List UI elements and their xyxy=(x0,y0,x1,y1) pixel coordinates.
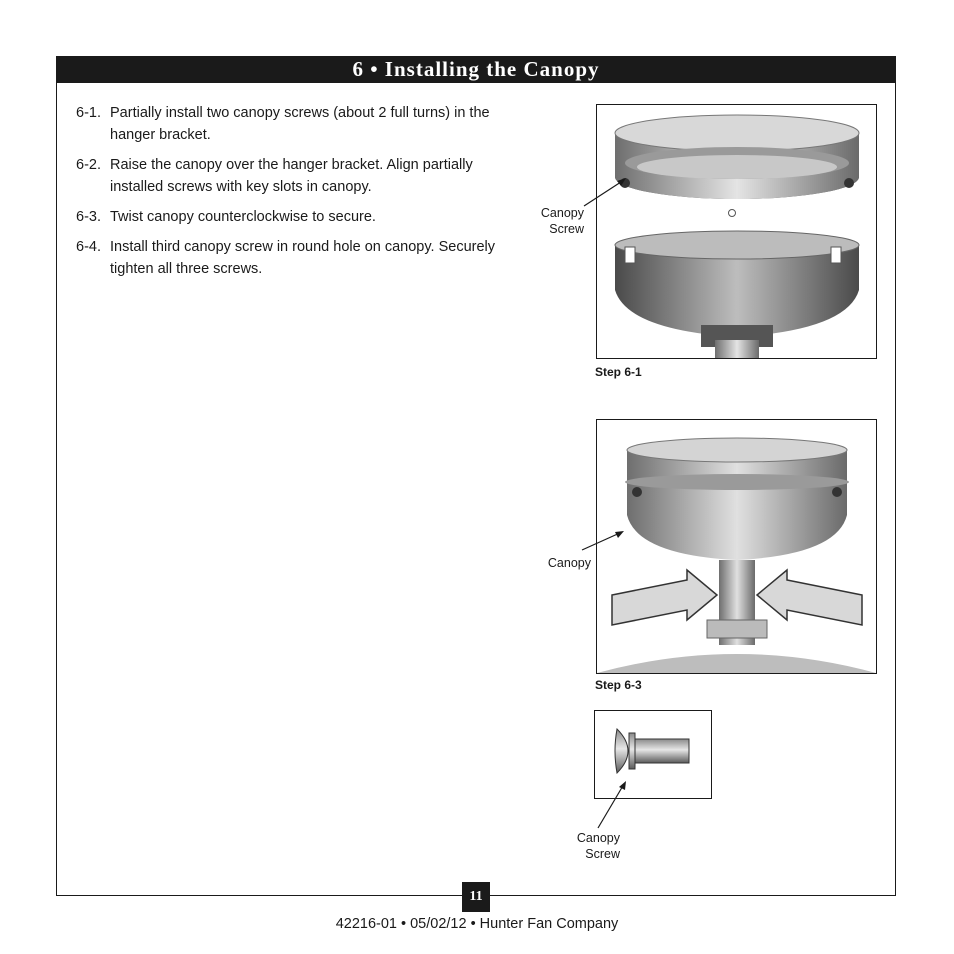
step-text: Partially install two canopy screws (about 2 full turns) in the hanger bracket. xyxy=(110,105,490,143)
step-text: Raise the canopy over the hanger bracket. Align partially installed screws with key slots in canopy. xyxy=(110,157,473,195)
page-number: 11 xyxy=(462,882,490,912)
callout-arrow xyxy=(580,528,626,552)
figure-step-6-1 xyxy=(596,104,877,359)
callout-canopy: Canopy xyxy=(547,556,591,570)
callout-canopy-screw: Canopy Screw xyxy=(540,206,584,236)
callout-canopy-screw: Canopy Screw xyxy=(576,831,620,861)
step-text: Install third canopy screw in round hole on canopy. Securely tighten all three screws. xyxy=(110,239,496,277)
step-number: 6-3. xyxy=(76,209,101,225)
step-item xyxy=(76,236,516,280)
step-item xyxy=(76,154,516,198)
step-number: 6-2. xyxy=(76,157,101,173)
callout-arrow xyxy=(596,780,628,830)
callout-arrow xyxy=(582,172,628,208)
canopy-bracket-illustration xyxy=(597,105,876,358)
figure-step-6-3 xyxy=(596,419,877,674)
footer: 42216-01 • 05/02/12 • Hunter Fan Company xyxy=(335,916,619,932)
canopy-twist-illustration xyxy=(597,420,876,673)
step-text: Twist canopy counterclockwise to secure. xyxy=(110,209,376,225)
figure-caption: Step 6-3 xyxy=(595,678,642,692)
instruction-list xyxy=(76,102,516,288)
section-title: 6 • Installing the Canopy xyxy=(56,56,896,83)
figure-caption: Step 6-1 xyxy=(595,365,642,379)
step-item xyxy=(76,102,516,146)
step-number: 6-4. xyxy=(76,239,101,255)
step-number: 6-1. xyxy=(76,105,101,121)
step-item xyxy=(76,206,516,228)
